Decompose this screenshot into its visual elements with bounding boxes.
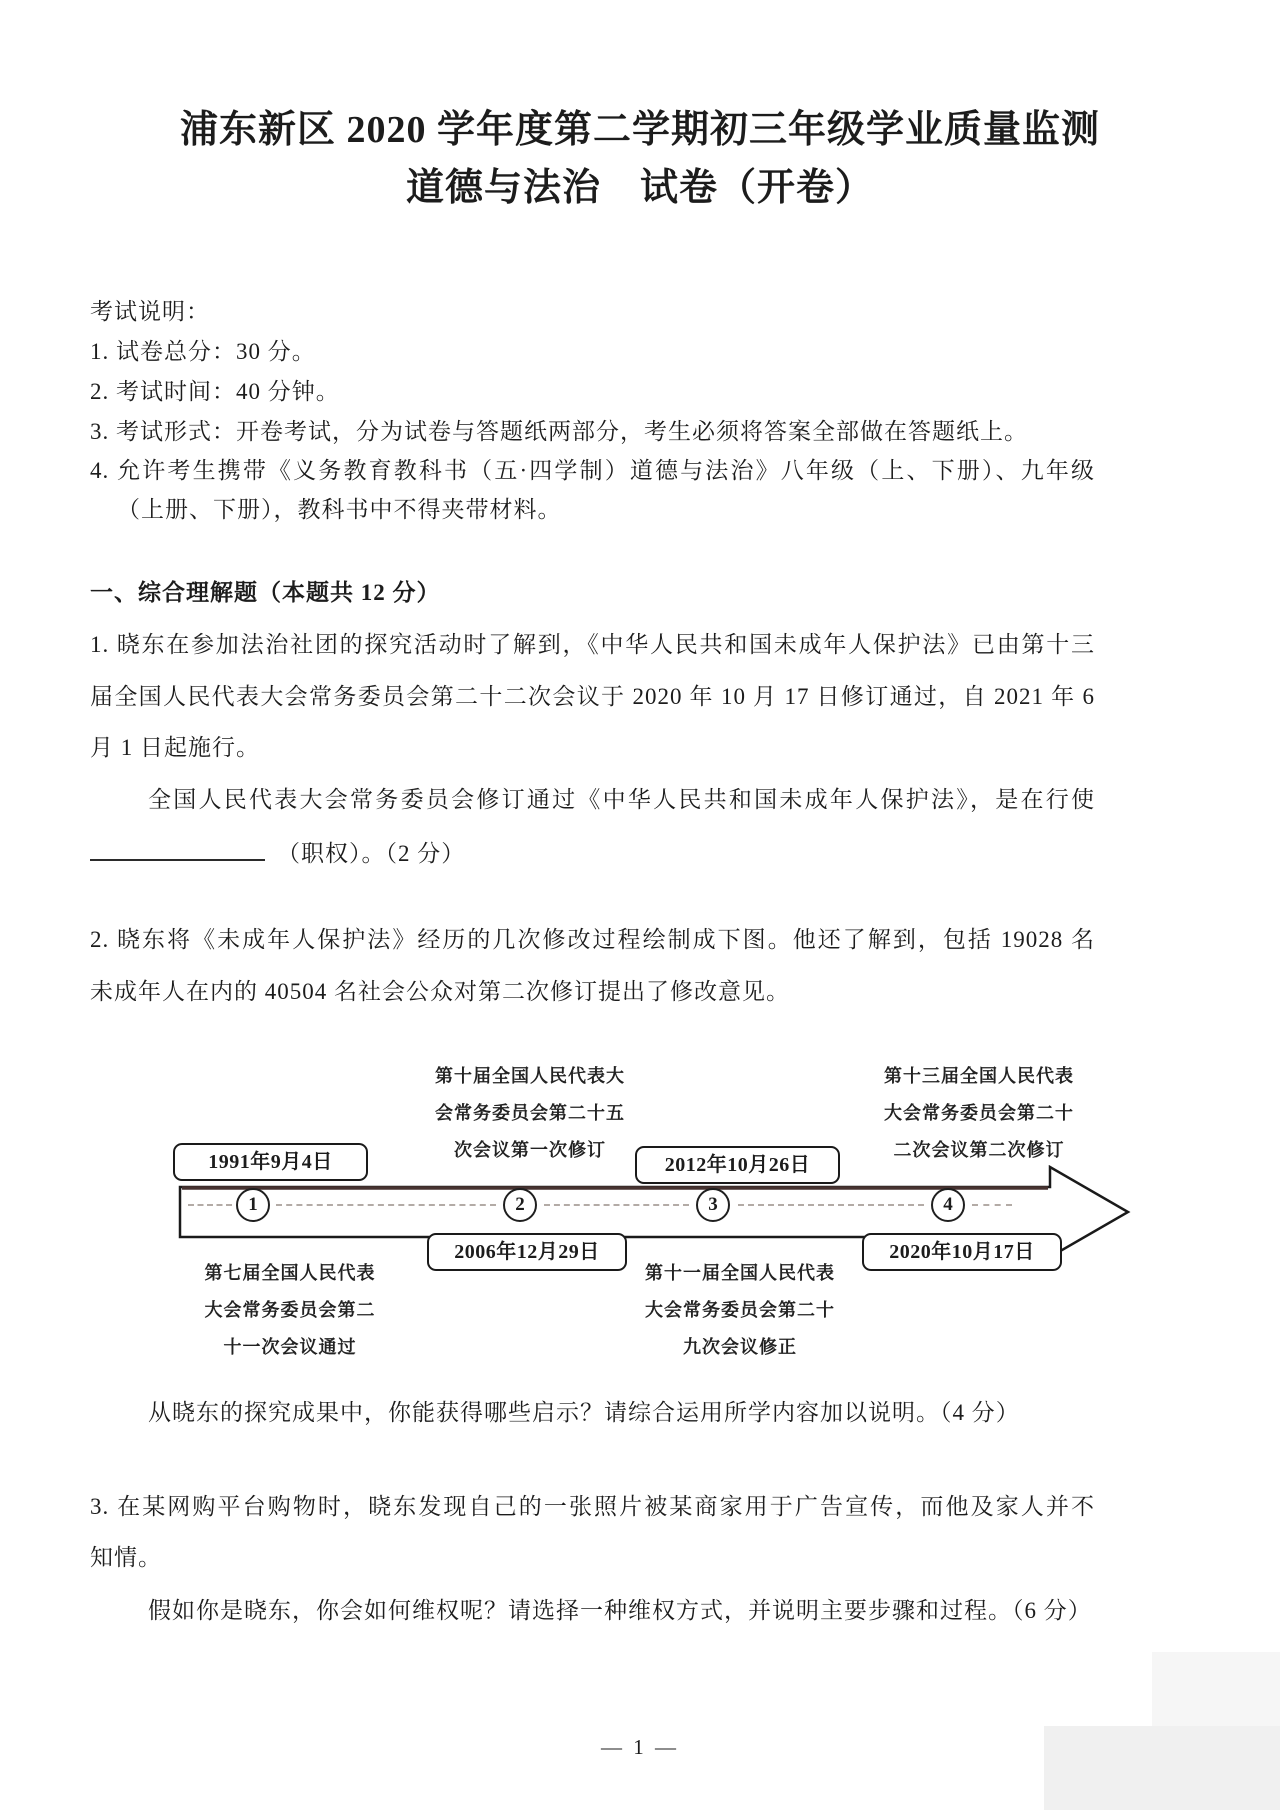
exam-note-2: 2. 考试时间：40 分钟。 — [90, 379, 340, 404]
exam-note-4-line1: 4. 允许考生携带《义务教育教科书（五·四学制）道德与法治》八年级（上、下册）、九年级 — [90, 458, 1095, 483]
question-2-ask: 从晓东的探究成果中，你能获得哪些启示？请综合运用所学内容加以说明。（4 分） — [148, 1400, 1020, 1425]
exam-note-1: 1. 试卷总分：30 分。 — [90, 339, 316, 364]
timeline-label-first-revision: 第十届全国人民代表大 会常务委员会第二十五 次会议第一次修订 — [435, 1066, 625, 1160]
question-2-line1: 2. 晓东将《未成年人保护法》经历的几次修改过程绘制成下图。他还了解到，包括 19028 名 — [90, 927, 1095, 952]
date-box-1991: 1991年9月4日 — [173, 1143, 368, 1181]
section-heading: 一、综合理解题（本题共 12 分） — [90, 580, 441, 605]
question-2-line2: 未成年人在内的 40504 名社会公众对第二次修订提出了修改意见。 — [90, 979, 790, 1004]
date-box-2020: 2020年10月17日 — [862, 1233, 1062, 1271]
timeline-marker-3: 3 — [696, 1188, 730, 1222]
question-1-answer-line — [90, 835, 1095, 869]
arrow-dotted-texture — [276, 1204, 496, 1206]
question-1-line3: 月 1 日起施行。 — [90, 735, 260, 760]
question-1-line1: 1. 晓东在参加法治社团的探究活动时了解到，《中华人民共和国未成年人保护法》已由第十三 — [90, 632, 1095, 657]
timeline-label-amended: 第十一届全国人民代表 大会常务委员会第二十 九次会议修正 — [645, 1263, 835, 1357]
page-title: 浦东新区 2020 学年度第二学期初三年级学业质量监测 — [179, 109, 1100, 151]
arrow-dotted-texture — [188, 1204, 232, 1206]
date-box-2006: 2006年12月29日 — [427, 1233, 627, 1271]
question-3-ask: 假如你是晓东，你会如何维权呢？请选择一种维权方式，并说明主要步骤和过程。（6 分） — [148, 1598, 1092, 1623]
question-1-ask-suffix: （职权）。（2 分） — [277, 841, 466, 866]
timeline-marker-2: 2 — [503, 1188, 537, 1222]
page-subtitle: 道德与法治 试卷（开卷） — [405, 167, 874, 209]
arrow-dotted-texture — [544, 1204, 689, 1206]
answer-blank-underline — [90, 835, 265, 861]
timeline-marker-1: 1 — [236, 1188, 270, 1222]
timeline-label-second-revision: 第十三届全国人民代表 大会常务委员会第二十 二次会议第二次修订 — [884, 1066, 1074, 1160]
question-1-line2: 届全国人民代表大会常务委员会第二十二次会议于 2020 年 10 月 17 日修订通过，自 2021 年 6 — [90, 684, 1095, 709]
arrow-dotted-texture — [972, 1204, 1012, 1206]
question-1-ask: 全国人民代表大会常务委员会修订通过《中华人民共和国未成年人保护法》，是在行使 — [148, 787, 1095, 812]
arrow-dotted-texture — [738, 1204, 924, 1206]
question-3-line1: 3. 在某网购平台购物时，晓东发现自己的一张照片被某商家用于广告宣传，而他及家人并不 — [90, 1494, 1095, 1519]
exam-note-3: 3. 考试形式：开卷考试，分为试卷与答题纸两部分，考生必须将答案全部做在答题纸上。 — [90, 419, 1028, 444]
timeline-diagram — [140, 1050, 1150, 1380]
timeline-label-passed: 第七届全国人民代表 大会常务委员会第二 十一次会议通过 — [204, 1263, 376, 1357]
exam-note-4-line2: （上册、下册），教科书中不得夹带材料。 — [117, 497, 562, 522]
page-number: — 1 — — [601, 1735, 679, 1759]
question-3-line2: 知情。 — [90, 1545, 162, 1570]
exam-notes-heading: 考试说明： — [90, 299, 210, 324]
date-box-2012: 2012年10月26日 — [635, 1146, 840, 1184]
timeline-marker-4: 4 — [931, 1188, 965, 1222]
